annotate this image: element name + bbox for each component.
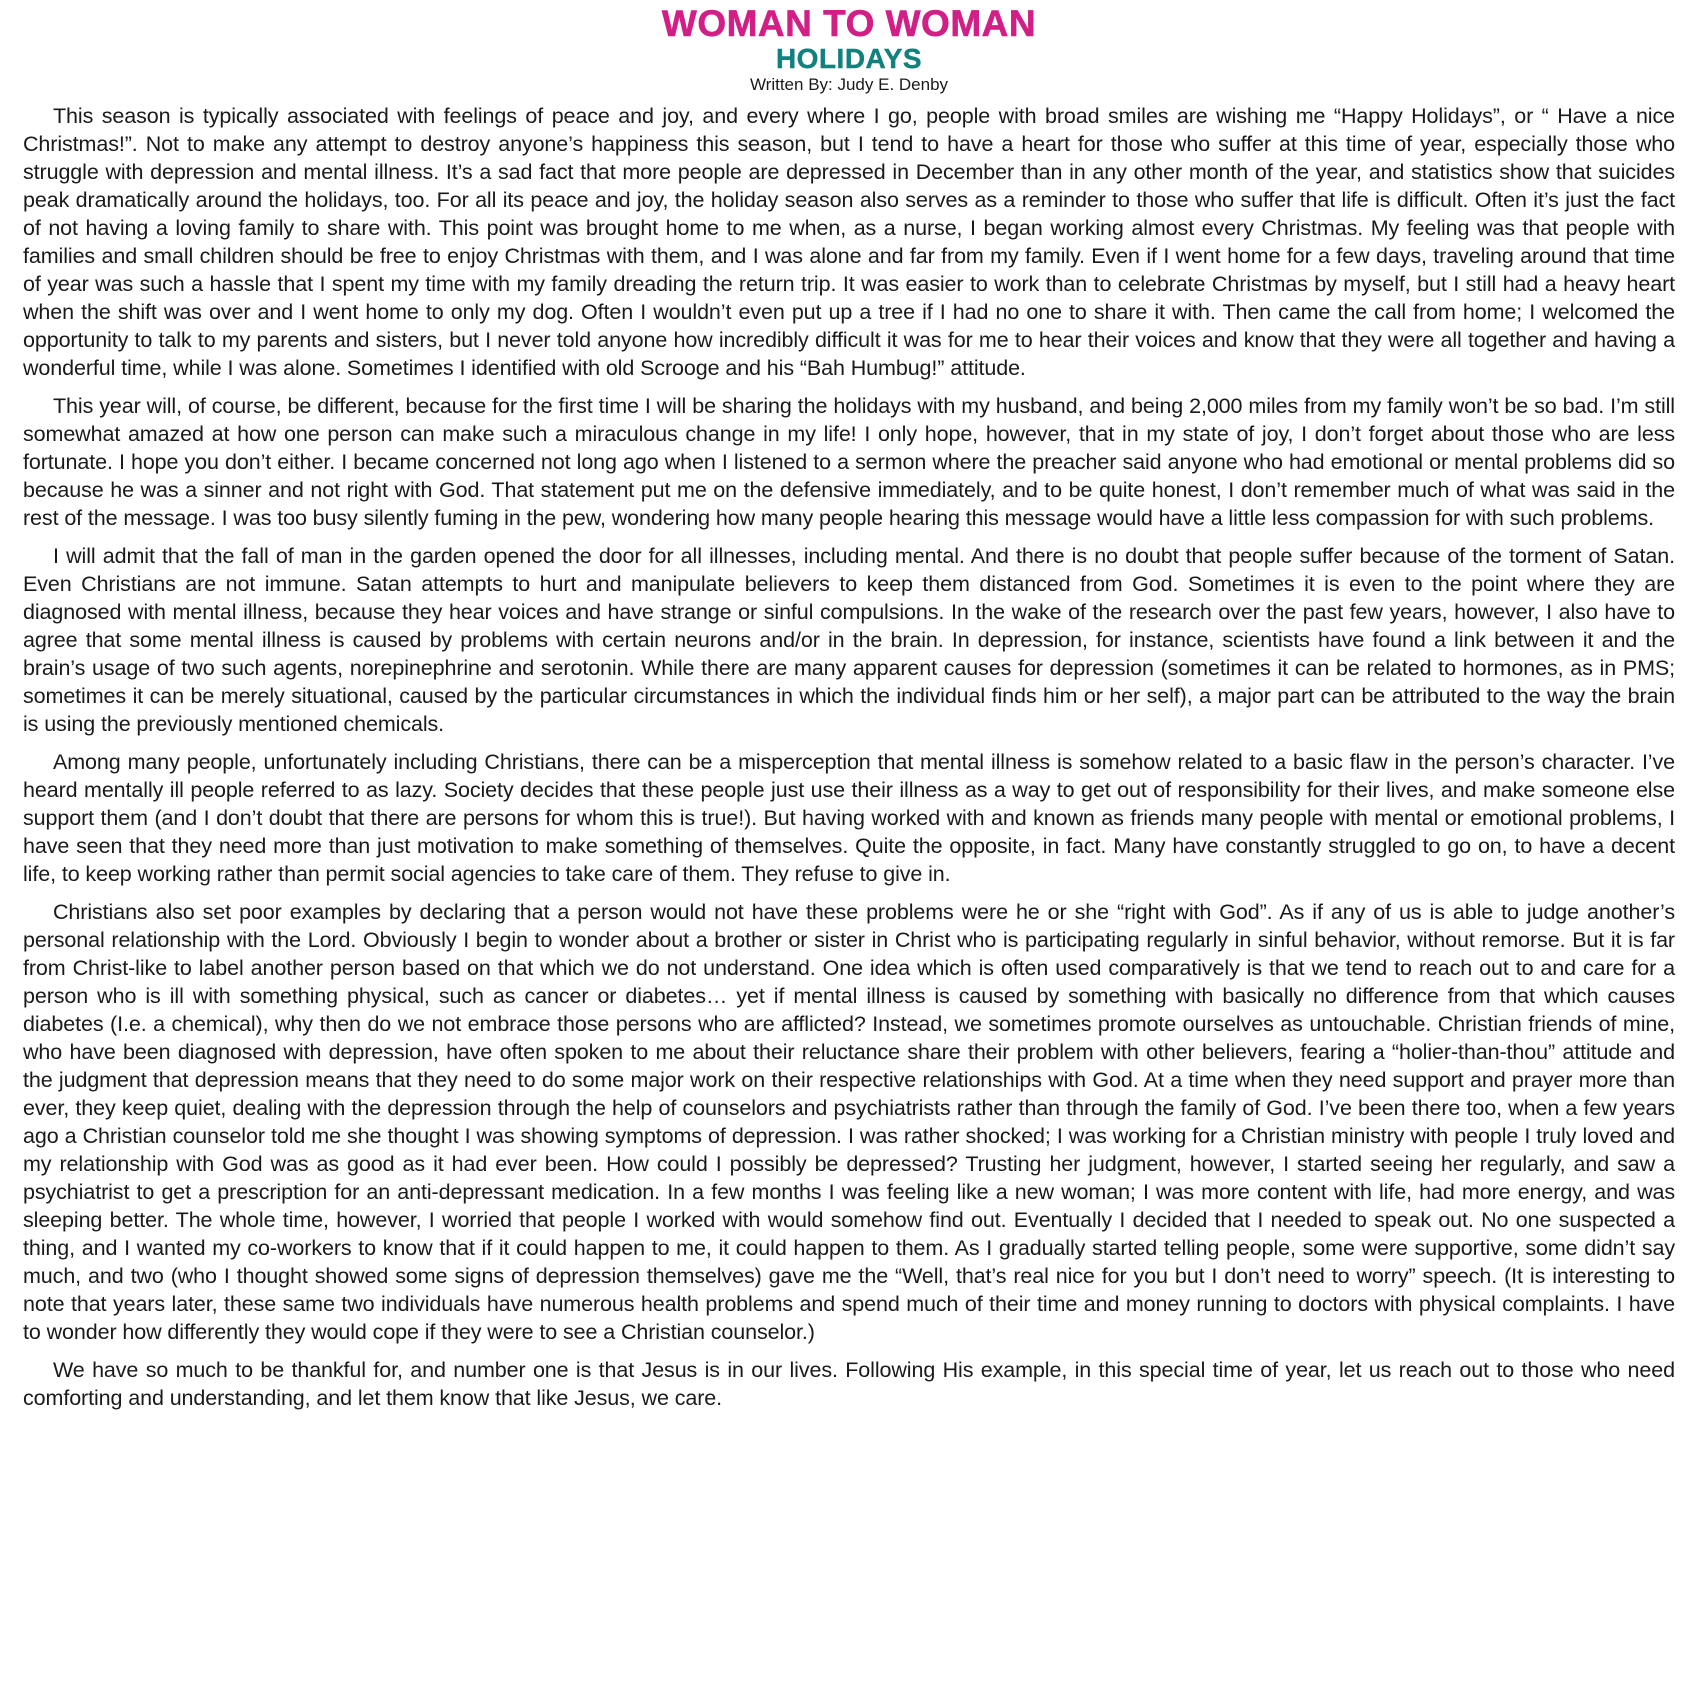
paragraph-3: I will admit that the fall of man in the garden opened the door for all illnesses, including mental. And there is no doubt that people suffer because of the torment of Satan. Even Christians are not immune. Satan attempts to hurt and manipulate believers to keep them distanced from God. Sometimes it is even to the point where they are diagnosed with mental illness, because they hear voices and have strange or sinful compulsions. In the wake of the research over the past few years, however, I also have to agree that some mental illness is caused by problems with certain neurons and/or in the brain. In depression, for instance, scientists have found a link between it and the brain’s usage of two such agents, norepinephrine and serotonin. While there are many apparent causes for depression (sometimes it can be related to hormones, as in PMS; sometimes it can be merely situational, caused by the particular circumstances in which the individual finds him or her self), a major part can be attributed to the way the brain is using the previously mentioned chemicals. xyxy=(23,544,1675,736)
paragraph-5: Christians also set poor examples by declaring that a person would not have these problems were he or she “right with God”. As if any of us is able to judge another’s personal relationship with the Lord. Obviously I begin to wonder about a brother or sister in Christ who is participating regularly in sinful behavior, without remorse. But it is far from Christ-like to label another person based on that which we do not understand. One idea which is often used comparatively is that we tend to reach out to and care for a person who is ill with something physical, such as cancer or diabetes… yet if mental illness is caused by something with basically no difference from that which causes diabetes (I.e. a chemical), why then do we not embrace those persons who are afflicted? Instead, we sometimes promote ourselves as untouchable. Christian friends of mine, who have been diagnosed with depression, have often spoken to me about their reluctance share their problem with other believers, fearing a “holier-than-thou” attitude and the judgment that depression means that they need to do some major work on their respective relationships with God. At a time when they need support and prayer more than ever, they keep quiet, dealing with the depression through the help of counselors and psychiatrists rather than through the family of God. I’ve been there too, when a few years ago a Christian counselor told me she thought I was showing symptoms of depression. I was rather shocked; I was working for a Christian ministry with people I truly loved and my relationship with God was as good as it had ever been. How could I possibly be depressed? Trusting her judgment, however, I started seeing her regularly, and saw a psychiatrist to get a prescription for an anti-depressant medication. In a few months I was feeling like a new woman; I was more content with life, had more energy, and was sleeping better. The whole time, however, I worried that people I worked with would somehow find out. Eventually I decided that I needed to speak out. No one suspected a thing, and I wanted my co-workers to know that if it could happen to me, it could happen to them. As I gradually started telling people, some were supportive, some didn’t say much, and two (who I thought showed some signs of depression themselves) gave me the “Well, that’s real nice for you but I don’t need to worry” speech. (It is interesting to note that years later, these same two individuals have numerous health problems and spend much of their time and money running to doctors with physical complaints. I have to wonder how differently they would cope if they were to see a Christian counselor.) xyxy=(23,900,1675,1344)
article-header xyxy=(23,4,1675,95)
paragraph-4: Among many people, unfortunately including Christians, there can be a misperception that mental illness is somehow related to a basic flaw in the person’s character. I’ve heard mentally ill people referred to as lazy. Society decides that these people just use their illness as a way to get out of responsibility for their lives, and make someone else support them (and I don’t doubt that there are persons for whom this is true!). But having worked with and known as friends many people with mental or emotional problems, I have seen that they need more than just motivation to make something of themselves. Quite the opposite, in fact. Many have constantly struggled to go on, to have a decent life, to keep working rather than permit social agencies to take care of them. They refuse to give in. xyxy=(23,750,1675,886)
article-body xyxy=(23,102,1675,1412)
article-byline: Written By: Judy E. Denby xyxy=(749,75,949,94)
article-title: WOMAN TO WOMAN xyxy=(661,3,1037,44)
paragraph-1: This season is typically associated with feelings of peace and joy, and every where I go, people with broad smiles are wishing me “Happy Holidays”, or “ Have a nice Christmas!”. Not to make any attempt to destroy anyone’s happiness this season, but I tend to have a heart for those who suffer at this time of year, especially those who struggle with depression and mental illness. It’s a sad fact that more people are depressed in December than in any other month of the year, and statistics show that suicides peak dramatically around the holidays, too. For all its peace and joy, the holiday season also serves as a reminder to those who suffer that life is difficult. Often it’s just the fact of not having a loving family to share with. This point was brought home to me when, as a nurse, I began working almost every Christmas. My feeling was that people with families and small children should be free to enjoy Christmas with them, and I was alone and far from my family. Even if I went home for a few days, traveling around that time of year was such a hassle that I spent my time with my family dreading the return trip. It was easier to work than to celebrate Christmas by myself, but I still had a heavy heart when the shift was over and I went home to only my dog. Often I wouldn’t even put up a tree if I had no one to share it with. Then came the call from home; I welcomed the opportunity to talk to my parents and sisters, but I never told anyone how incredibly difficult it was for me to hear their voices and know that they were all together and having a wonderful time, while I was alone. Sometimes I identified with old Scrooge and his “Bah Humbug!” attitude. xyxy=(23,104,1675,380)
paragraph-2: This year will, of course, be different, because for the first time I will be sharing the holidays with my husband, and being 2,000 miles from my family won’t be so bad. I’m still somewhat amazed at how one person can make such a miraculous change in my life! I only hope, however, that in my state of joy, I don’t forget about those who are less fortunate. I hope you don’t either. I became concerned not long ago when I listened to a sermon where the preacher said anyone who had emotional or mental problems did so because he was a sinner and not right with God. That statement put me on the defensive immediately, and to be quite honest, I don’t remember much of what was said in the rest of the message. I was too busy silently fuming in the pew, wondering how many people hearing this message would have a little less compassion for with such problems. xyxy=(23,394,1675,530)
article-subtitle: HOLIDAYS xyxy=(775,43,923,74)
paragraph-6: We have so much to be thankful for, and number one is that Jesus is in our lives. Following His example, in this special time of year, let us reach out to those who need comforting and understanding, and let them know that like Jesus, we care. xyxy=(23,1358,1675,1410)
